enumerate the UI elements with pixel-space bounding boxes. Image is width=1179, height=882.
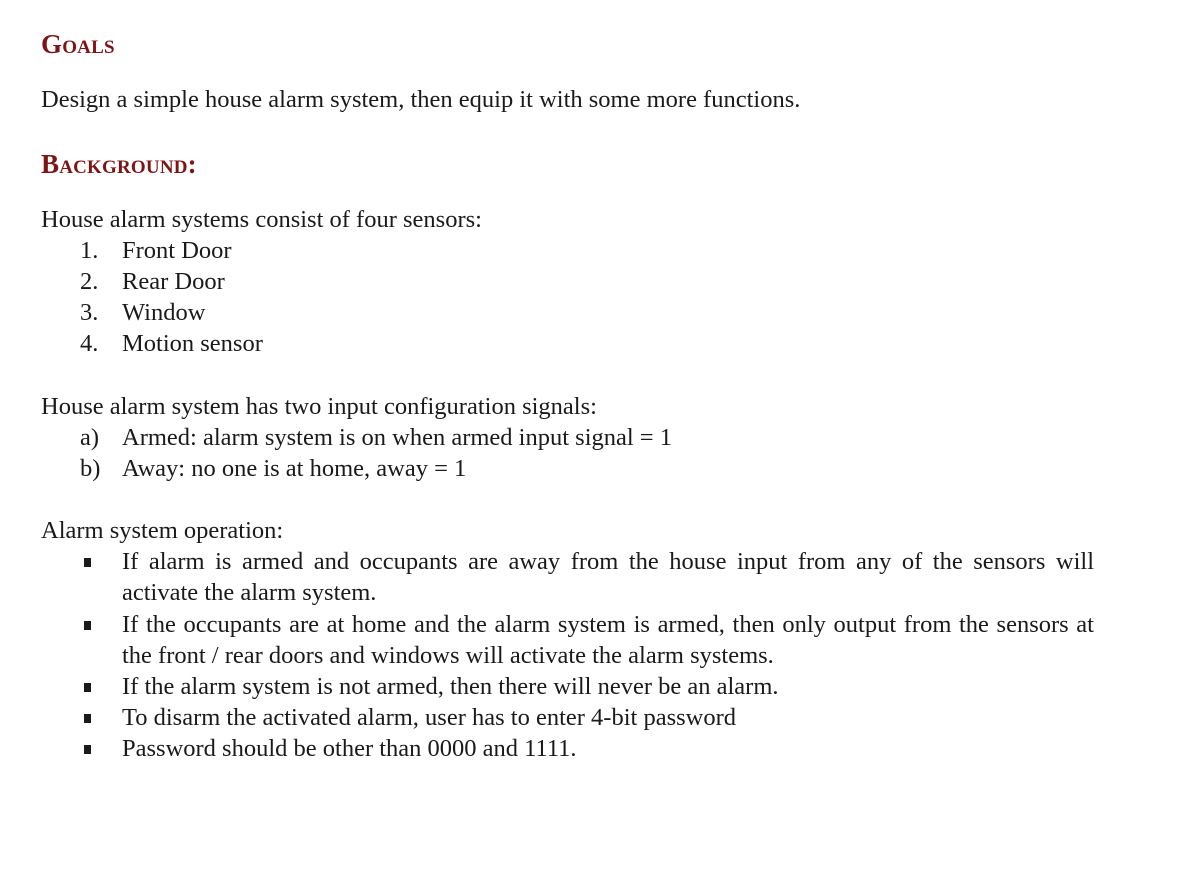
signals-intro: House alarm system has two input configuration signals: <box>41 393 597 420</box>
operation-rule-5: Password should be other than 0000 and 1111. <box>122 735 577 762</box>
goals-heading: Goals <box>41 29 115 59</box>
sensor-front-door: Front Door <box>122 237 232 264</box>
operation-rule-3: If the alarm system is not armed, then there will never be an alarm. <box>122 673 779 700</box>
operation-rule-4: To disarm the activated alarm, user has to enter 4-bit password <box>122 704 736 731</box>
operation-intro: Alarm system operation: <box>41 517 284 544</box>
operation-rule-1: If alarm is armed and occupants are away from the house input from any of the sensors will activate the alarm system. <box>122 548 1094 606</box>
list-marker: 1. <box>80 237 99 264</box>
bullet-square-icon <box>84 745 91 754</box>
sensor-window: Window <box>122 299 206 326</box>
operation-rule-2: If the occupants are at home and the alarm system is armed, then only output from the sensors at the front / rear doors and windows will activate the alarm systems. <box>122 611 1094 669</box>
goals-text: Design a simple house alarm system, then equip it with some more functions. <box>41 86 801 113</box>
signal-away: Away: no one is at home, away = 1 <box>122 455 467 482</box>
signal-armed: Armed: alarm system is on when armed input signal = 1 <box>122 424 672 451</box>
bullet-square-icon <box>84 714 91 723</box>
bullet-square-icon <box>84 683 91 692</box>
sensors-intro: House alarm systems consist of four sensors: <box>41 206 482 233</box>
bullet-square-icon <box>84 621 91 630</box>
list-marker: 4. <box>80 330 99 357</box>
bullet-square-icon <box>84 558 91 567</box>
sensor-motion: Motion sensor <box>122 330 263 357</box>
sensor-rear-door: Rear Door <box>122 268 225 295</box>
list-marker: a) <box>80 424 100 451</box>
list-marker: b) <box>80 455 101 482</box>
background-heading: Background: <box>41 149 197 179</box>
list-marker: 3. <box>80 299 99 326</box>
list-marker: 2. <box>80 268 99 295</box>
